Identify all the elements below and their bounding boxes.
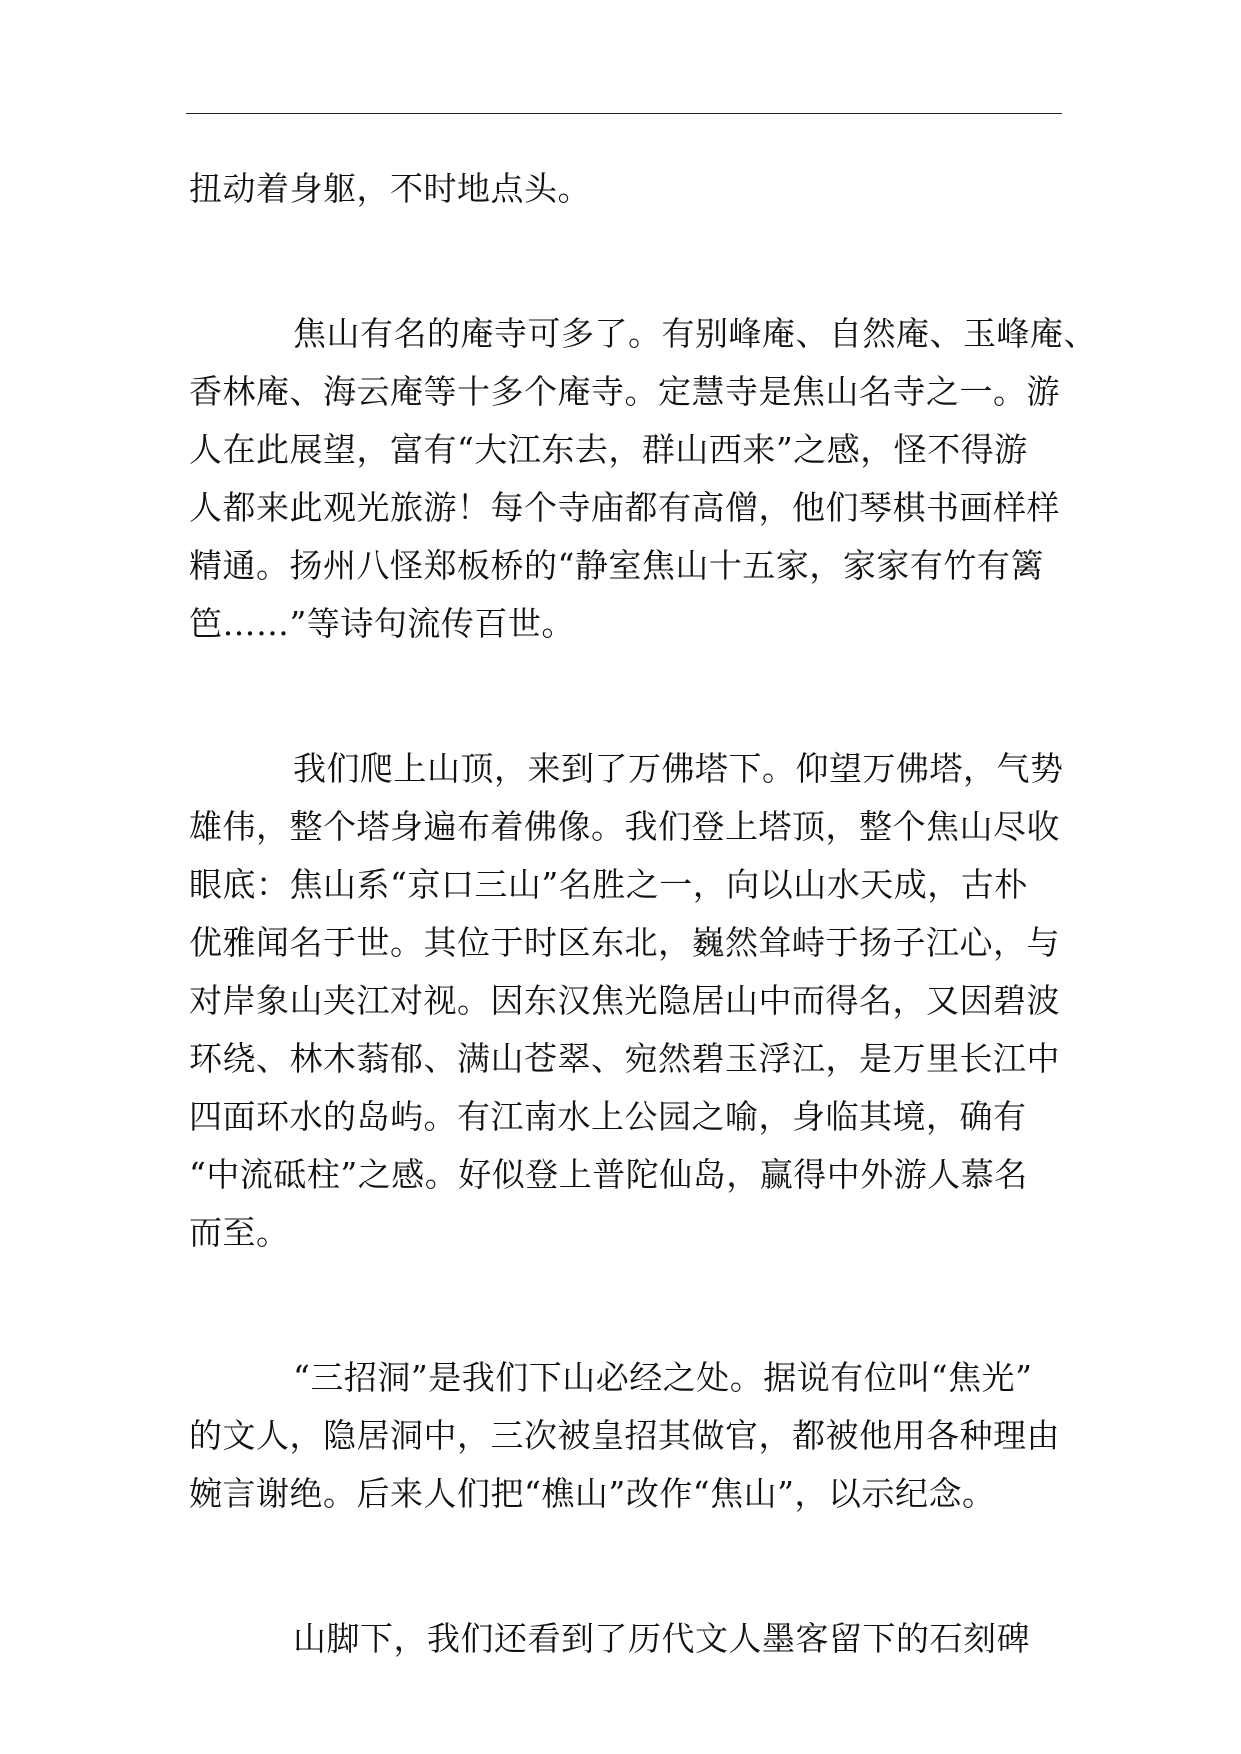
text-line: 我们爬上山顶，来到了万佛塔下。仰望万佛塔，气势 — [293, 749, 1064, 788]
text-line: 精通。扬州八怪郑板桥的“静室焦山十五家，家家有竹有篱 — [189, 546, 1044, 585]
text-line: 山脚下，我们还看到了历代文人墨客留下的石刻碑 — [293, 1619, 1030, 1658]
document-body — [189, 160, 1097, 1668]
text-line: 的文人，隐居洞中，三次被皇招其做官，都被他用各种理由 — [189, 1416, 1060, 1455]
text-line: 焦山有名的庵寺可多了。有别峰庵、自然庵、玉峰庵、 — [293, 314, 1097, 353]
paragraph-gap — [189, 218, 1069, 305]
text-line: “三招洞”是我们下山必经之处。据说有位叫“焦光” — [293, 1358, 1033, 1397]
paragraph-gap — [189, 1262, 1069, 1349]
header-rule — [186, 113, 1062, 114]
text-line: 人在此展望，富有“大江东去，群山西来”之感，怪不得游 — [189, 430, 1028, 469]
text-line: 四面环水的岛屿。有江南水上公园之喻，身临其境，确有 — [189, 1097, 1027, 1136]
text-line: 香林庵、海云庵等十多个庵寺。定慧寺是焦山名寺之一。游 — [189, 372, 1060, 411]
paragraph-3 — [189, 740, 1069, 1262]
text-line: 对岸象山夹江对视。因东汉焦光隐居山中而得名，又因碧波 — [189, 981, 1060, 1020]
paragraph-2 — [189, 305, 1097, 653]
paragraph-gap — [189, 653, 1069, 740]
text-line: 而至。 — [189, 1213, 290, 1252]
paragraph-5 — [189, 1610, 1069, 1668]
text-line: 环绕、林木蓊郁、满山苍翠、宛然碧玉浮江，是万里长江中 — [189, 1039, 1060, 1078]
paragraph-4 — [189, 1349, 1069, 1523]
text-line: 扭动着身躯，不时地点头。 — [189, 169, 591, 208]
text-line: 眼底：焦山系“京口三山”名胜之一，向以山水天成，古朴 — [189, 865, 1028, 904]
text-line: 优雅闻名于世。其位于时区东北，巍然耸峙于扬子江心，与 — [189, 923, 1060, 962]
paragraph-gap — [189, 1523, 1069, 1610]
paragraph-1 — [189, 160, 1069, 218]
text-line: 婉言谢绝。后来人们把“樵山”改作“焦山”，以示纪念。 — [189, 1474, 996, 1513]
text-line: “中流砥柱”之感。好似登上普陀仙岛，赢得中外游人慕名 — [189, 1155, 1028, 1194]
text-line: 笆……”等诗句流传百世。 — [189, 604, 575, 643]
text-line: 雄伟，整个塔身遍布着佛像。我们登上塔顶，整个焦山尽收 — [189, 807, 1060, 846]
text-line: 人都来此观光旅游！每个寺庙都有高僧，他们琴棋书画样样 — [189, 488, 1060, 527]
